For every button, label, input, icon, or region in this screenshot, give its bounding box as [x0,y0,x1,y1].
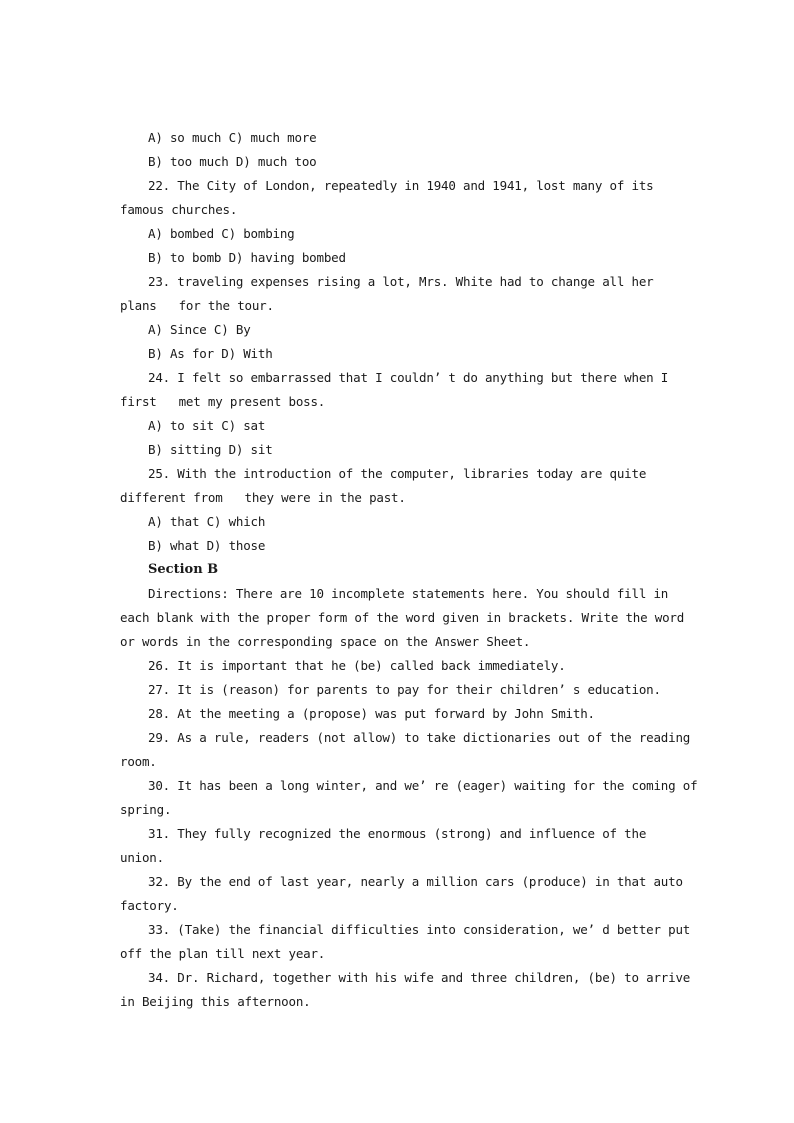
text-line: first met my present boss. [120,394,326,409]
text-line: off the plan till next year. [120,946,326,961]
text-line: A) bombed C) bombing [148,226,295,241]
text-line: 28. At the meeting a (propose) was put forward by John Smith. [148,706,595,721]
text-line: 32. By the end of last year, nearly a million cars (produce) in that auto [148,874,683,889]
text-line: 26. It is important that he (be) called back immediately. [148,658,566,673]
text-line: famous churches. [120,202,238,217]
text-line: different from they were in the past. [120,490,406,505]
text-line: B) too much D) much too [148,154,317,169]
text-line: 33. (Take) the financial difficulties into consideration, we’ d better put [148,922,691,937]
text-line: A) to sit C) sat [148,418,266,433]
text-line: in Beijing this afternoon. [120,994,311,1009]
text-line: 22. The City of London, repeatedly in 1940 and 1941, lost many of its [148,178,654,193]
text-line: B) sitting D) sit [148,442,273,457]
text-line: 25. With the introduction of the computer, libraries today are quite [148,466,647,481]
text-line: B) what D) those [148,538,266,553]
text-line: room. [120,754,157,769]
text-line: 29. As a rule, readers (not allow) to take dictionaries out of the reading [148,730,691,745]
text-line: B) to bomb D) having bombed [148,250,346,265]
text-line: union. [120,850,164,865]
section-heading: Section B [148,562,219,577]
text-line: 24. I felt so embarrassed that I couldn’ t do anything but there when I [148,370,669,385]
text-line: A) that C) which [148,514,266,529]
text-line: 27. It is (reason) for parents to pay for their children’ s education. [148,682,661,697]
text-line: plans for the tour. [120,298,274,313]
document-body [120,126,698,1014]
text-line: spring. [120,802,172,817]
text-line: each blank with the proper form of the word given in brackets. Write the word [120,610,685,625]
text-line: 30. It has been a long winter, and we’ re (eager) waiting for the coming of [148,778,698,793]
text-line: or words in the corresponding space on the Answer Sheet. [120,634,531,649]
text-line: B) As for D) With [148,346,273,361]
text-line: factory. [120,898,179,913]
text-line: 23. traveling expenses rising a lot, Mrs. White had to change all her [148,274,654,289]
text-line: 31. They fully recognized the enormous (strong) and influence of the [148,826,647,841]
text-line: A) so much C) much more [148,130,317,145]
text-line: A) Since C) By [148,322,251,337]
text-line: Directions: There are 10 incomplete statements here. You should fill in [148,586,669,601]
text-line: 34. Dr. Richard, together with his wife and three children, (be) to arrive [148,970,691,985]
